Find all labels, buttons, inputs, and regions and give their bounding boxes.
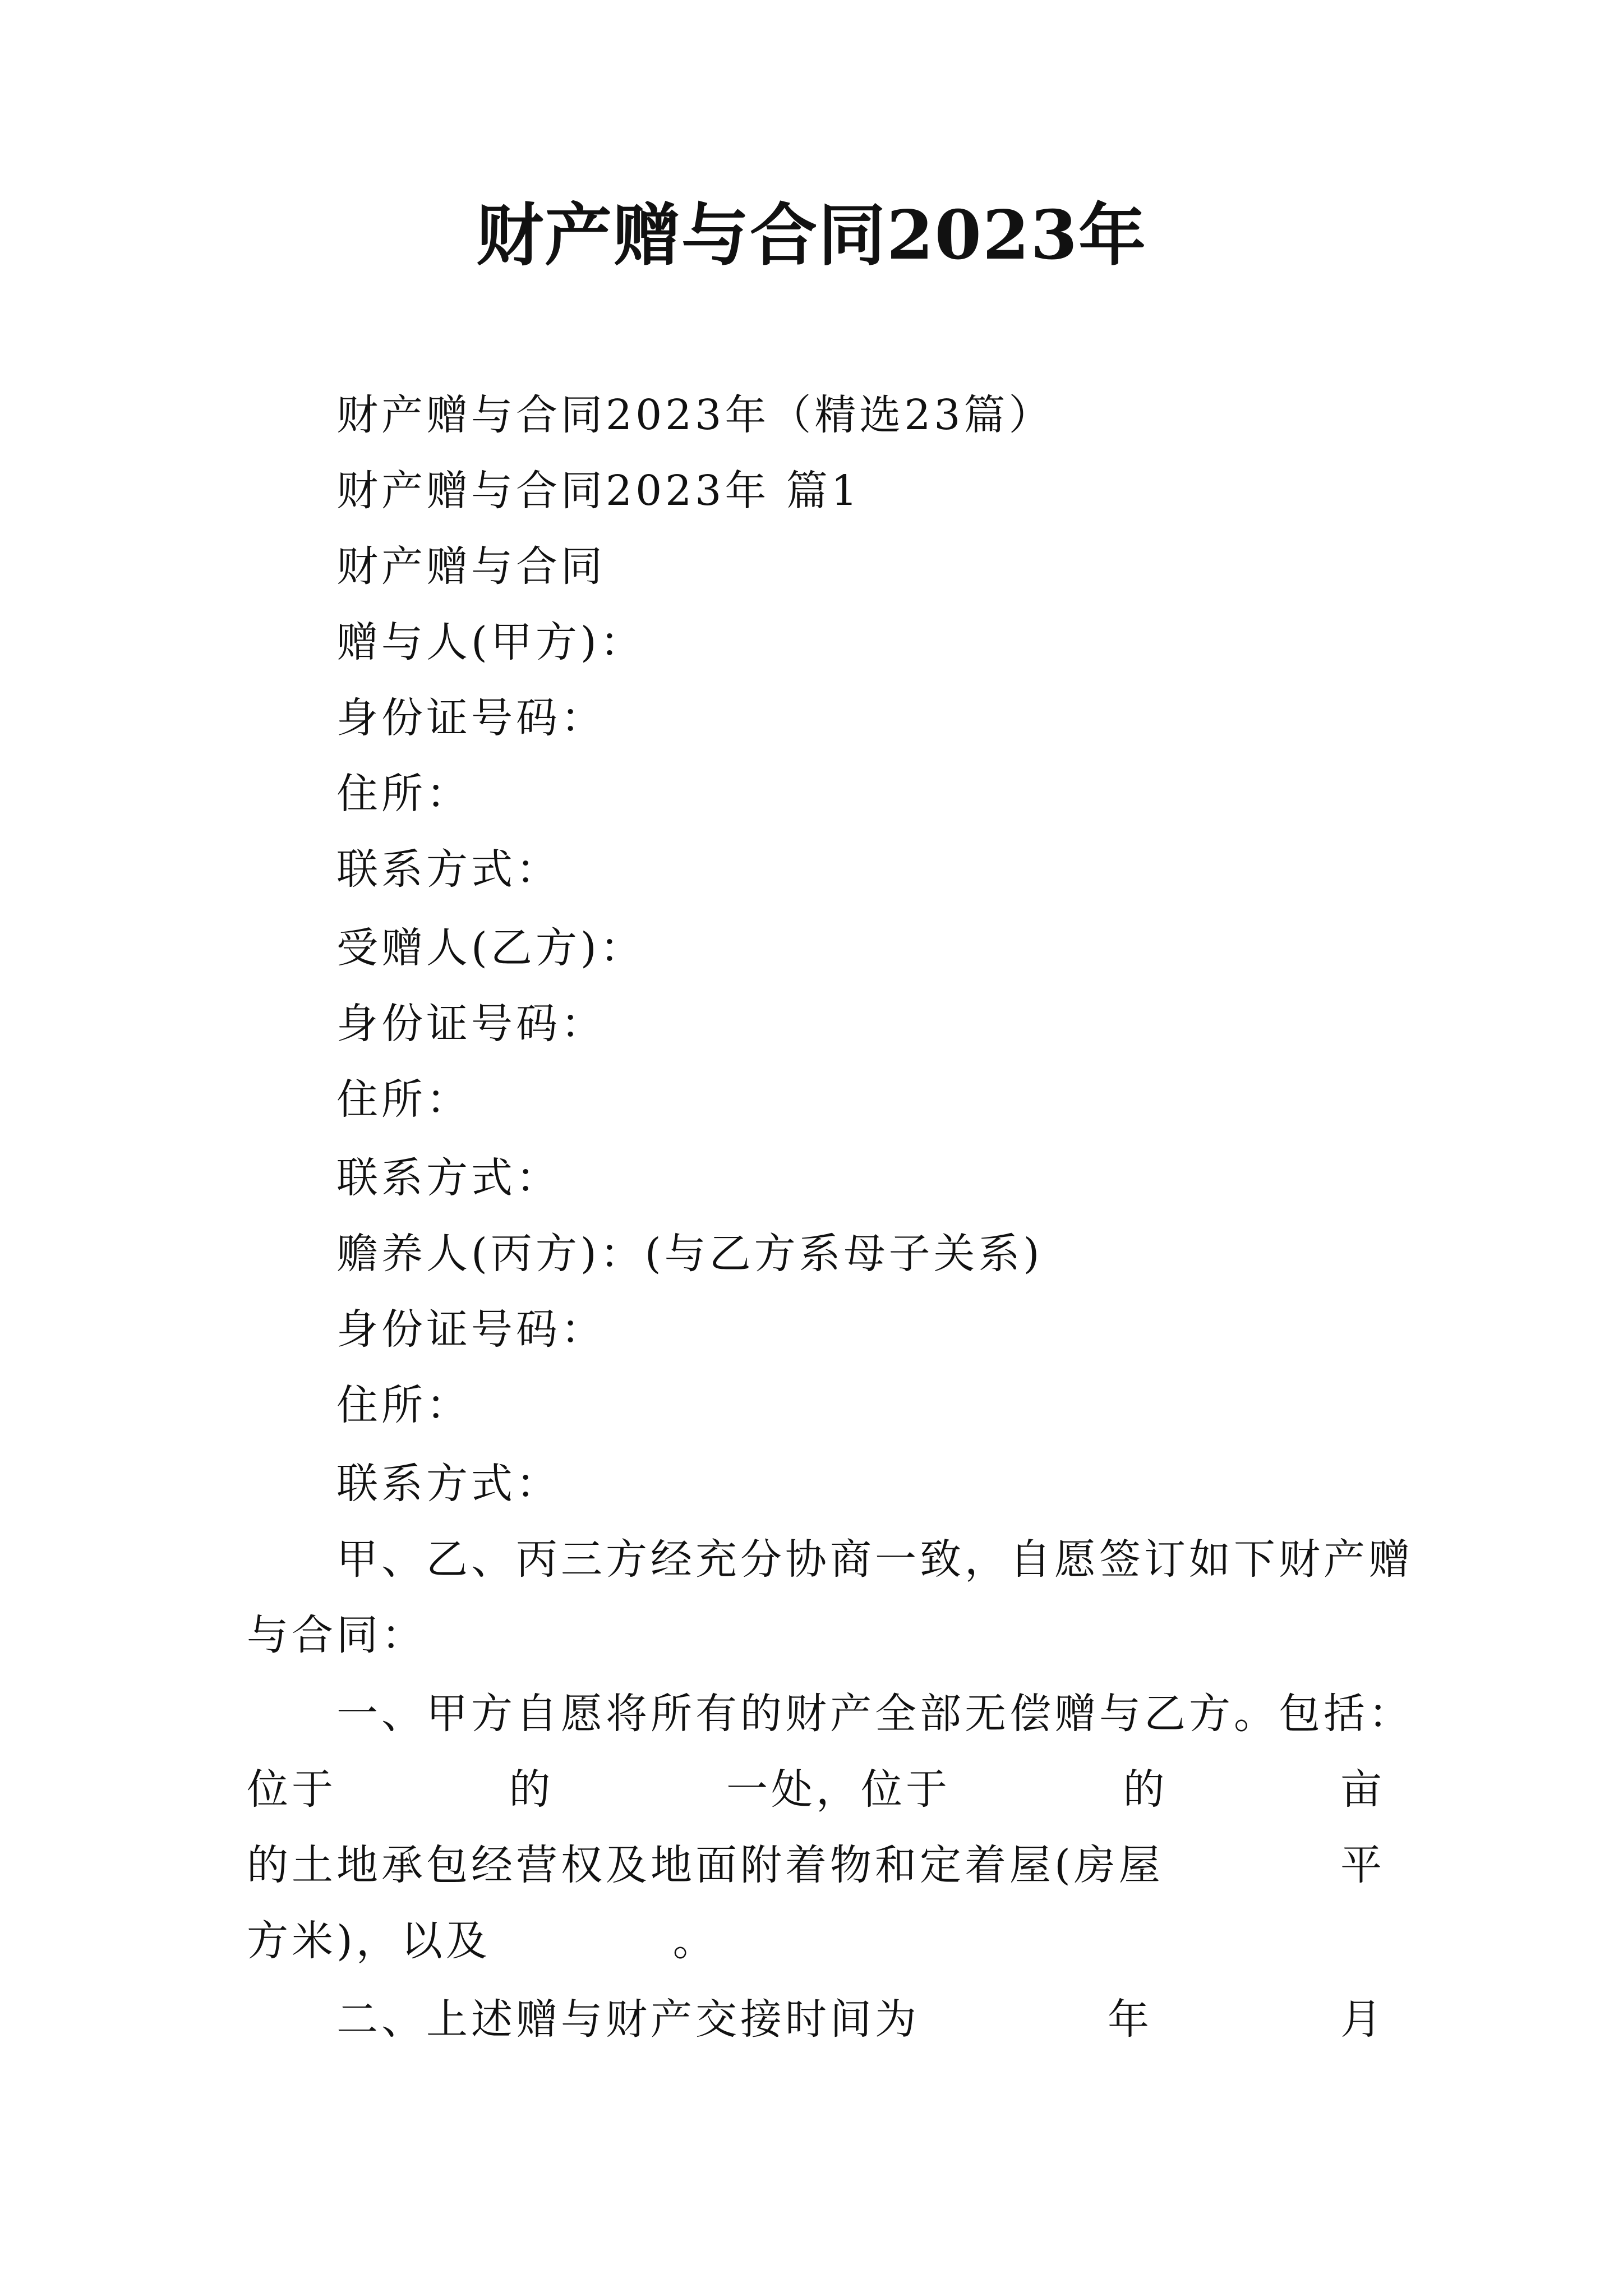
donee-address-label: 住所： — [336, 1075, 471, 1124]
clause2-line1-seg: 年 — [1108, 1995, 1152, 2044]
clause2-line1-seg: 月 — [1340, 1995, 1385, 2044]
supporter-id-label: 身份证号码： — [336, 1305, 606, 1354]
clause1-line4: 方米)，以及 。 — [247, 1917, 718, 1965]
clause1-line2-seg: 亩 — [1340, 1765, 1385, 1814]
clause1-line3-seg: 平 — [1340, 1841, 1385, 1889]
donor-label: 赠与人(甲方)： — [336, 618, 645, 666]
subtitle-line: 财产赠与合同2023年（精选23篇） — [336, 391, 1054, 439]
clause1-line1: 一、甲方自愿将所有的财产全部无偿赠与乙方。包括： — [336, 1690, 1413, 1738]
donor-id-label: 身份证号码： — [336, 694, 606, 742]
contract-name: 财产赠与合同 — [336, 542, 606, 591]
agreement-paragraph-line2: 与合同： — [247, 1611, 426, 1659]
section-heading: 财产赠与合同2023年 篇1 — [336, 467, 861, 515]
clause1-line2-seg: 的 — [1123, 1765, 1168, 1814]
donor-address-label: 住所： — [336, 770, 471, 818]
clause1-line2-seg: 位于 — [247, 1765, 336, 1814]
clause1-line2-seg: 一处，位于 — [726, 1765, 951, 1814]
document-title: 财产赠与合同2023年 — [476, 196, 1147, 275]
agreement-paragraph-line1: 甲、乙、丙三方经充分协商一致，自愿签订如下财产赠 — [336, 1535, 1413, 1584]
supporter-contact-label: 联系方式： — [336, 1460, 561, 1508]
donee-contact-label: 联系方式： — [336, 1154, 561, 1202]
supporter-label: 赡养人(丙方)：(与乙方系母子关系) — [336, 1230, 1043, 1278]
clause1-line3 — [247, 1837, 1385, 1893]
clause1-line2 — [247, 1761, 1385, 1818]
clause1-line2-seg: 的 — [509, 1765, 554, 1814]
clause2-line1-seg: 二、上述赠与财产交接时间为 — [336, 1995, 920, 2044]
clause1-line3-seg: 的土地承包经营权及地面附着物和定着屋(房屋 — [247, 1841, 1164, 1889]
clause2-line1 — [336, 1991, 1385, 2047]
donee-label: 受赠人(乙方)： — [336, 924, 645, 972]
donor-contact-label: 联系方式： — [336, 845, 561, 894]
supporter-address-label: 住所： — [336, 1381, 471, 1429]
donee-id-label: 身份证号码： — [336, 1000, 606, 1048]
